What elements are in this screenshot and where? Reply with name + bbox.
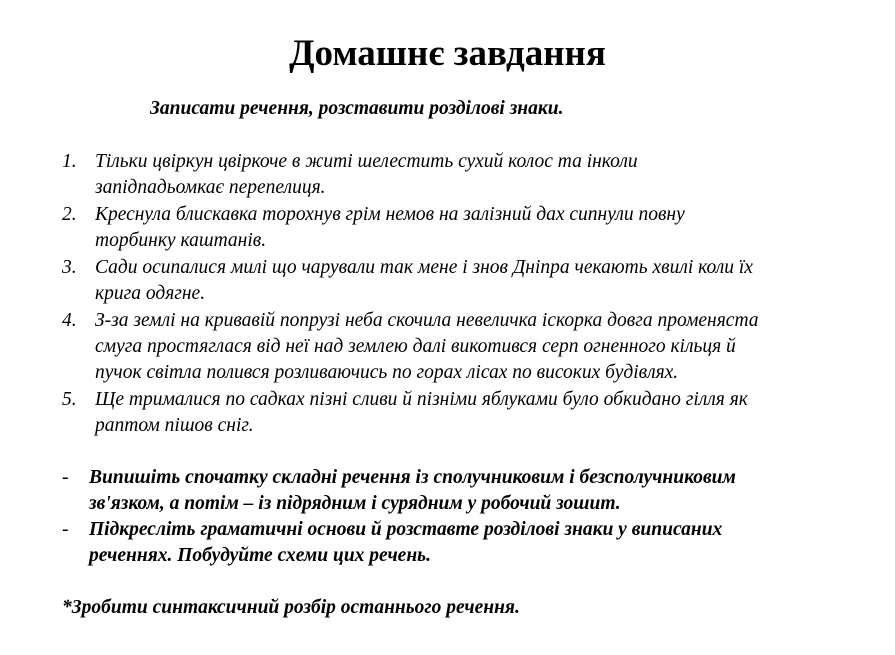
task-bullet: -: [62, 519, 69, 540]
sentence-line: смуга простяглася від неї над землею далі викотився серп огненного кільця й: [95, 336, 736, 357]
footer-note: *Зробити синтаксичний розбір останнього речення.: [62, 597, 520, 618]
sentence-number: 4.: [62, 310, 77, 331]
task-line: Випишіть спочатку складні речення із сполучниковим і безсполучниковим: [89, 467, 736, 488]
sentence-line: Ще трималися по садках пізні сливи й пізніми яблуками було обкидано гілля як: [95, 389, 748, 410]
task-line: Підкресліть граматичні основи й розставте розділові знаки у виписаних: [89, 519, 723, 540]
assignment-subtitle: Записати речення, розставити розділові знаки.: [150, 98, 564, 119]
sentence-line: Сади осипалися милі що чарували так мене і знов Дніпра чекають хвилі коли їх: [95, 257, 753, 278]
sentence-line: З-за землі на кривавій попрузі неба скочила невеличка іскорка довга променяста: [95, 310, 759, 331]
page-title: Домашнє завдання: [289, 33, 606, 74]
sentence-line: раптом пішов сніг.: [95, 415, 254, 436]
sentence-number: 1.: [62, 151, 77, 172]
task-line: зв'язком, а потім – із підрядним і сурядним у робочий зошит.: [89, 493, 621, 514]
sentence-number: 2.: [62, 204, 77, 225]
task-bullet: -: [62, 467, 69, 488]
sentence-number: 5.: [62, 389, 77, 410]
task-line: реченнях. Побудуйте схеми цих речень.: [89, 545, 431, 566]
sentence-line: пучок світла полився розливаючись по горах лісах по високих будівлях.: [95, 362, 679, 383]
sentence-number: 3.: [62, 257, 77, 278]
sentence-line: запідпадьомкає перепелиця.: [95, 177, 326, 198]
sentence-line: торбинку каштанів.: [95, 230, 267, 251]
sentence-line: Тільки цвіркун цвіркоче в житі шелестить сухий колос та інколи: [95, 151, 638, 172]
sentence-line: крига одягне.: [95, 283, 206, 304]
sentence-line: Креснула блискавка торохнув грім немов на залізний дах сипнули повну: [95, 204, 685, 225]
